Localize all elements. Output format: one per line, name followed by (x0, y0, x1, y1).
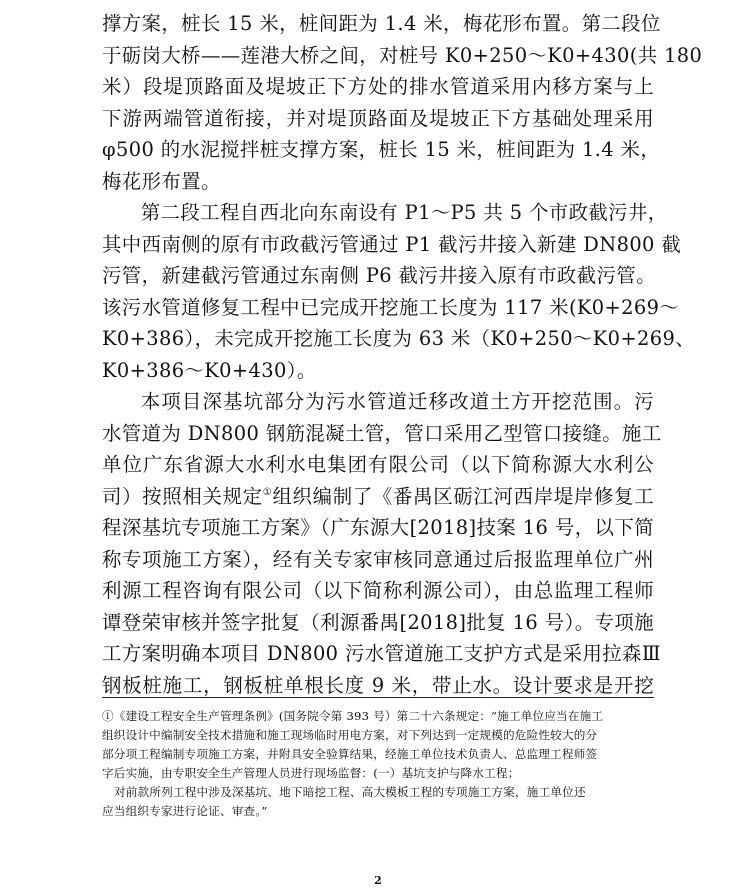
footnote-line: 部分项工程编制专项施工方案，并附具安全验算结果，经施工单位技术负责人、总监理工程师签 (102, 747, 598, 761)
text-line: 其中西南侧的原有市政截污管通过 P1 截污井接入新建 DN800 截 (102, 232, 682, 256)
footnote-line: 对前款所列工程中涉及深基坑、地下暗挖工程、高大模板工程的专项施工方案，施工单位还 (114, 785, 586, 799)
text-line: 钢板桩施工，钢板桩单根长度 9 米，带止水。设计要求是开挖 (102, 673, 654, 697)
footnote-line: 应当组织专家进行论证、审查。” (102, 804, 268, 818)
paragraph-1 (102, 8, 703, 197)
text-line: φ500 的水泥搅拌桩支撑方案，桩长 15 米，桩间距为 1.4 米， (102, 138, 661, 161)
body-text (102, 8, 703, 701)
footnote-reference[interactable]: ① (262, 486, 273, 498)
text-line: 下游两端管道衔接，并对堤顶路面及堤坡正下方基础处理采用 (102, 106, 654, 130)
footnote-line: 组织设计中编制安全技术措施和施工现场临时用电方案，对下列达到一定规模的危险性较大的分 (102, 728, 598, 742)
paragraph-3 (102, 386, 662, 701)
text-segment: 组织编制了《番禺区砺江河西岸堤岸修复工 (272, 484, 654, 508)
text-line: 撑方案，桩长 15 米，桩间距为 1.4 米，梅花形布置。第二段位 (102, 12, 661, 35)
footnote-line: 字后实施，由专职安全生产管理人员进行现场监督：(一）基坑支护与降水工程； (102, 766, 520, 780)
paragraph-2 (102, 197, 695, 386)
text-line: 米）段堤顶路面及堤坡正下方处的排水管道采用内移方案与上 (102, 75, 654, 98)
text-line: 水管道为 DN800 钢筋混凝土管，管口采用乙型管口接缝。施工 (102, 421, 662, 445)
footnote (102, 707, 654, 821)
text-line: 称专项施工方案），经有关专家审核同意通过后报监理单位广州 (102, 547, 654, 571)
text-line: 污管，新建截污管通过东南侧 P6 截污井接入原有市政截污管。 (102, 264, 656, 287)
text-line: 程深基坑专项施工方案》（广东源大[2018]技案 16 号，以下简 (102, 516, 654, 539)
text-line: K0+386），未完成开挖施工长度为 63 米（K0+250～K0+269、 (102, 327, 695, 350)
text-line: 利源工程咨询有限公司（以下简称利源公司），由总监理工程师 (102, 579, 654, 602)
footnote-divider (102, 697, 654, 698)
text-line: 第二段工程自西北向东南设有 P1～P5 共 5 个市政截污井， (140, 201, 668, 224)
text-line: 本项目深基坑部分为污水管道迁移改道土方开挖范围。污 (140, 390, 654, 413)
footnote-line: ①《建设工程安全生产管理条例》(国务院令第 393 号）第二十六条规定：“施工单位应当在施工 (102, 709, 604, 723)
text-line: 工方案明确本项目 DN800 污水管道施工支护方式是采用拉森Ⅲ (102, 642, 661, 665)
page-number: 2 (374, 874, 382, 887)
text-line-with-footnote-ref (102, 481, 654, 513)
text-line: 该污水管道修复工程中已完成开挖施工长度为 117 米(K0+269～ (102, 295, 680, 319)
text-line: 于砺岗大桥——莲港大桥之间，对桩号 K0+250～K0+430(共 180 (102, 43, 703, 67)
text-line: 梅花形布置。 (102, 169, 221, 193)
text-line: K0+386～K0+430）。 (102, 358, 317, 382)
text-line: 谭登荣审核并签字批复（利源番禺[2018]批复 16 号）。专项施 (102, 610, 654, 634)
text-segment: 司）按照相关规定 (102, 484, 263, 508)
text-line: 单位广东省源大水利水电集团有限公司（以下简称源大水利公 (102, 453, 654, 476)
